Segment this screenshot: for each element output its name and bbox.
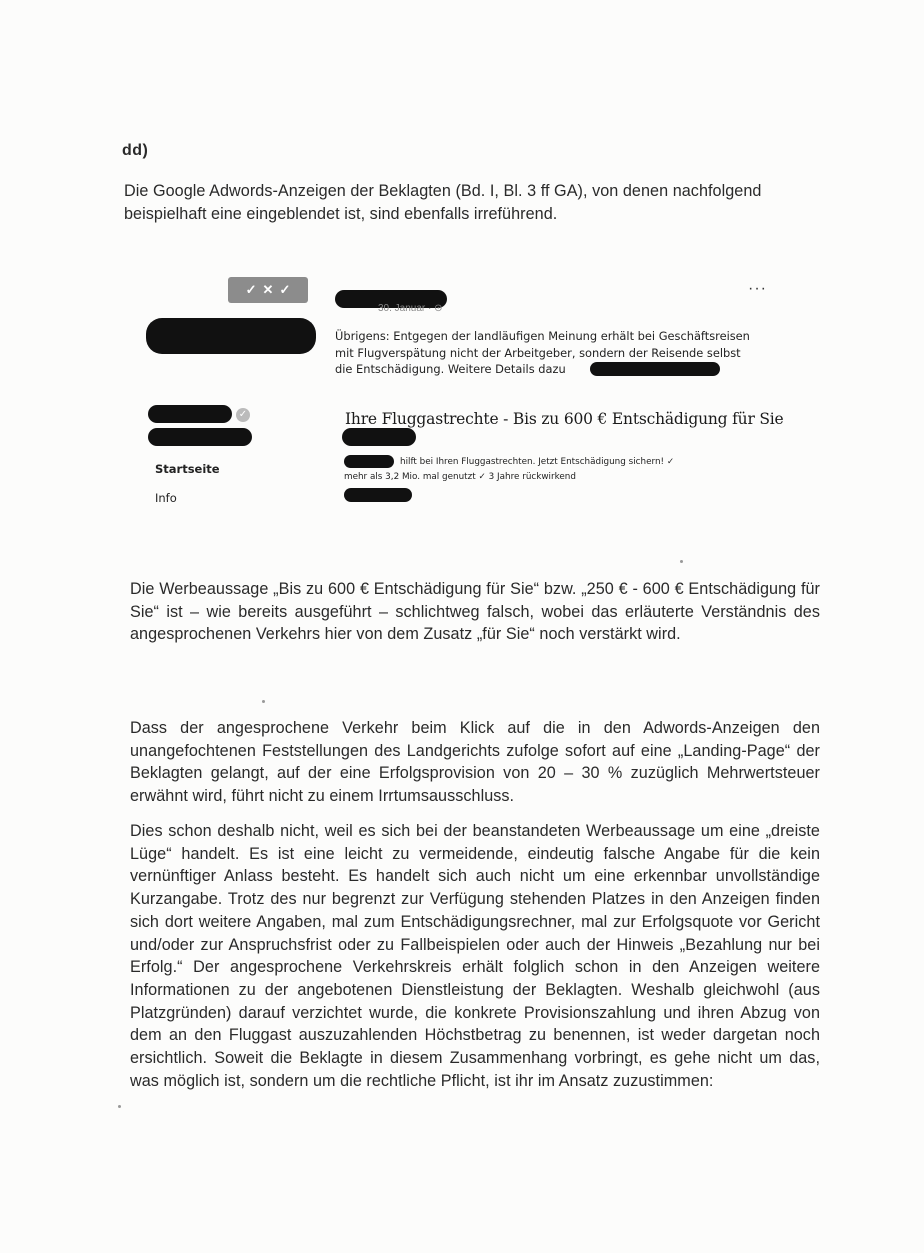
nav-startseite[interactable]: Startseite xyxy=(155,462,220,476)
section-heading: dd) xyxy=(122,142,149,159)
close-icon: ✕ xyxy=(262,282,274,297)
ad-description-line-2: mehr als 3,2 Mio. mal genutzt ✓ 3 Jahre rückwirkend xyxy=(344,472,576,482)
paragraph-landing-page: Dass der angesprochene Verkehr beim Klick auf die in den Adwords-Anzeigen den unangefochtenen Feststellungen des Landgerichts zufolge sofort auf eine „Landing-Page“ der Beklagten gelangt, auf der eine Erfolgsprovision von 20 – 30 % zuzüglich Mehrwertsteuer erwähnt wird, führt nicht zu einem Irrtumsausschluss. xyxy=(130,719,820,806)
more-options-icon[interactable]: ··· xyxy=(748,280,767,297)
redaction xyxy=(148,428,252,446)
nav-info[interactable]: Info xyxy=(155,491,177,505)
paragraph-dreiste-luege: Dies schon deshalb nicht, weil es sich bei der beanstandeten Werbeaussage um eine „dreiste Lüge“ handelt. Es ist eine leicht zu vermeidende, eindeutig falsche Angabe für die kein vernünftiger Anlass besteht. Es handelt sich auch nicht um eine erkennbar unvollständige Kurzangabe. Trotz des nur begrenzt zur Verfügung stehenden Platzes in den Anzeigen finden sich dort weitere Angaben, mal zum Entschädigungsrechner, mal zur Erfolgsquote vor Gericht und/oder zur Anspruchsfrist oder zu Fallbeispielen oder auch der Hinweis „Bezahlung nur bei Erfolg.“ Der angesprochene Verkehrskreis erhält folglich schon in den Anzeigen weitere Informationen zu der angebotenen Dienstleistung der Beklagten. Weshalb gleichwohl (aus Platzgründen) darauf verzichtet wurde, die konkrete Provisionszahlung und ihren Abzug von dem an den Fluggast auszuzahlenden Höchstbetrag zu benennen, ist weder dargetan noch ersichtlich. Soweit die Beklagte in diesem Zusammenhang vorbringt, es gehe nicht um das, was möglich ist, sondern um die rechtliche Pflicht, ist ihr im Ansatz zuzustimmen: xyxy=(130,822,820,1090)
ad-rating-box xyxy=(228,277,308,303)
redaction xyxy=(590,362,720,376)
paragraph-werbeaussage: Die Werbeaussage „Bis zu 600 € Entschädigung für Sie“ bzw. „250 € - 600 € Entschädigung für Sie“ ist – wie bereits ausgeführt – schlichtweg falsch, wobei das erläuterte Verständnis des angesprochenen Verkehrs hier von dem Zusatz „für Sie“ noch verstärkt wird. xyxy=(130,580,820,644)
adwords-screenshot xyxy=(0,0,924,540)
ad-date: 30. Januar · ⊙ xyxy=(378,303,443,314)
scan-speck xyxy=(118,1105,121,1108)
check-icon: ✓ xyxy=(279,282,291,297)
ad-description-line-1: hilft bei Ihren Fluggastrechten. Jetzt Entschädigung sichern! ✓ xyxy=(400,457,675,467)
redaction xyxy=(344,455,394,468)
ad-body-text: Übrigens: Entgegen der landläufigen Meinung erhält bei Geschäftsreisen mit Flugverspätung nicht der Arbeitgeber, sondern der Reisende selbst die Entschädigung. Weitere Details dazu xyxy=(335,329,750,376)
check-icon: ✓ xyxy=(245,282,257,297)
redaction xyxy=(146,318,316,354)
scan-speck xyxy=(262,700,265,703)
ad-title-link[interactable]: Ihre Fluggastrechte - Bis zu 600 € Entschädigung für Sie xyxy=(345,410,784,428)
scan-speck xyxy=(680,560,683,563)
paragraph-adwords-intro: Die Google Adwords-Anzeigen der Beklagten (Bd. I, Bl. 3 ff GA), von denen nachfolgend beispielhaft eine eingeblendet ist, sind ebenfalls irreführend. xyxy=(124,182,762,223)
verified-icon: ✓ xyxy=(236,408,250,422)
redaction xyxy=(148,405,232,423)
redaction xyxy=(342,428,416,446)
redaction xyxy=(344,488,412,502)
